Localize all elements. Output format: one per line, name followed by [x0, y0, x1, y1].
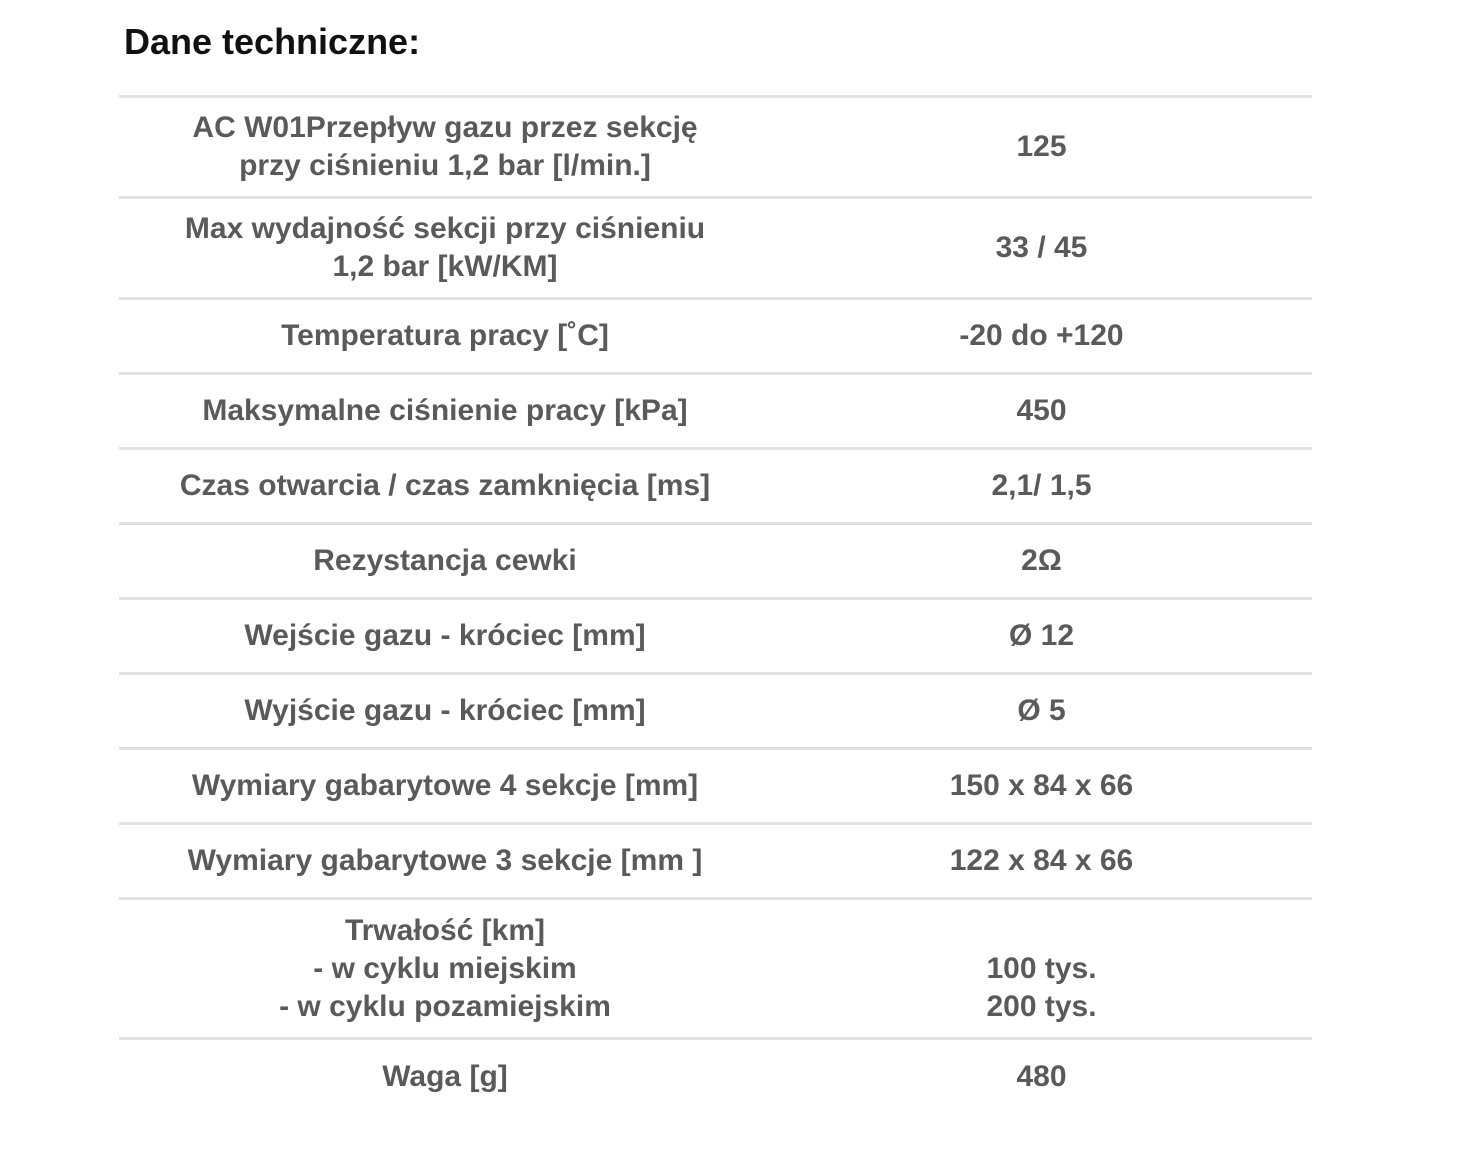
table-row [119, 824, 1312, 899]
table-row [119, 524, 1312, 599]
spec-label: AC W01Przepływ gazu przez sekcję przy ciśnieniu 1,2 bar [l/min.] [192, 111, 698, 182]
spec-value: 2,1/ 1,5 [991, 469, 1092, 502]
table-row [119, 599, 1312, 674]
table-row [119, 97, 1312, 198]
table-row [119, 374, 1312, 449]
spec-value: 33 / 45 [995, 231, 1088, 264]
table-row [119, 198, 1312, 299]
table-row [119, 749, 1312, 824]
spec-label: Wyjście gazu - króciec [mm] [244, 694, 646, 727]
spec-value: Ø 12 [1008, 619, 1075, 652]
spec-label: Trwałość [km] - w cyklu miejskim - w cyklu pozamiejskim [279, 913, 611, 1023]
spec-value: 125 [1016, 130, 1067, 163]
spec-value: Ø 5 [1017, 694, 1066, 727]
table-row [119, 449, 1312, 524]
spec-label: Waga [g] [382, 1059, 508, 1093]
spec-label: Wejście gazu - króciec [mm] [244, 619, 646, 652]
spec-label: Czas otwarcia / czas zamknięcia [ms] [179, 469, 711, 502]
spec-label: Rezystancja cewki [313, 544, 577, 577]
page-title: Dane techniczne: [124, 21, 421, 62]
spec-value: 480 [1016, 1059, 1067, 1093]
spec-label: Wymiary gabarytowe 4 sekcje [mm] [191, 769, 699, 802]
spec-label: Maksymalne ciśnienie pracy [kPa] [202, 394, 688, 427]
spec-value: 2Ω [1021, 544, 1062, 577]
spec-value: 150 x 84 x 66 [949, 769, 1134, 802]
spec-value: -20 do +120 [959, 319, 1124, 352]
table-row [119, 674, 1312, 749]
spec-table [119, 95, 1312, 1114]
table-row [119, 1039, 1312, 1114]
table-row [119, 899, 1312, 1039]
spec-label: Max wydajność sekcji przy ciśnieniu 1,2 bar [kW/KM] [184, 212, 706, 283]
table-row [119, 299, 1312, 374]
spec-value: 122 x 84 x 66 [949, 844, 1134, 877]
spec-label: Wymiary gabarytowe 3 sekcje [mm ] [187, 844, 703, 877]
spec-value: 450 [1016, 394, 1067, 427]
spec-value: 100 tys. 200 tys. [986, 951, 1097, 1023]
spec-label: Temperatura pracy [˚C] [281, 319, 609, 352]
